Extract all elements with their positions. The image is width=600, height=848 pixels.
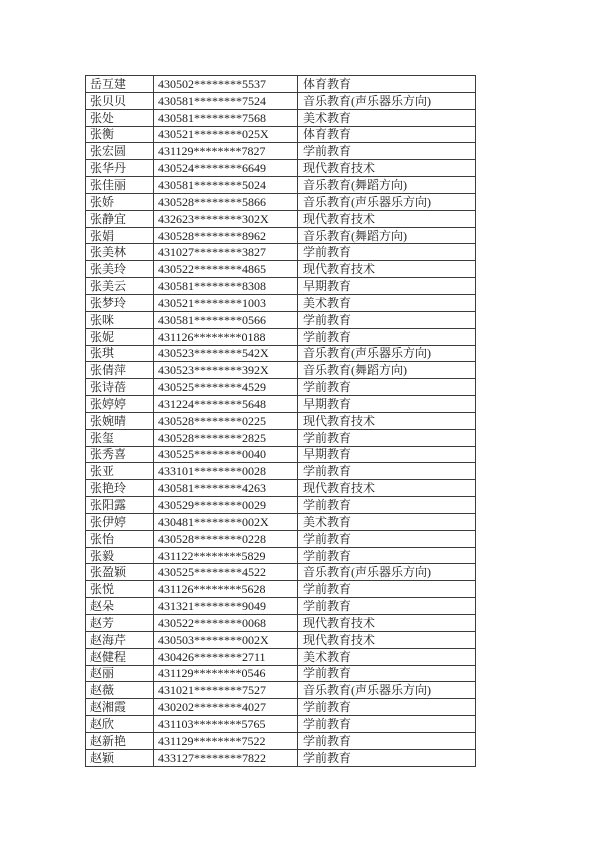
major-cell: 音乐教育(舞蹈方向) <box>298 177 476 194</box>
major-cell: 体育教育 <box>298 126 476 143</box>
table-row <box>86 615 476 632</box>
name-cell: 张倩萍 <box>86 362 154 379</box>
table-row <box>86 210 476 227</box>
major-cell: 音乐教育(舞蹈方向) <box>298 362 476 379</box>
major-cell: 现代教育技术 <box>298 631 476 648</box>
name-cell: 张佳丽 <box>86 177 154 194</box>
name-cell: 张悦 <box>86 581 154 598</box>
major-cell: 美术教育 <box>298 513 476 530</box>
table-row <box>86 547 476 564</box>
table-row <box>86 480 476 497</box>
id-cell: 430581********7524 <box>154 92 298 109</box>
id-cell: 430524********6649 <box>154 160 298 177</box>
table-row <box>86 716 476 733</box>
major-cell: 现代教育技术 <box>298 615 476 632</box>
major-cell: 学前教育 <box>298 311 476 328</box>
table-body <box>86 76 476 767</box>
id-cell: 430529********0029 <box>154 497 298 514</box>
table-row <box>86 261 476 278</box>
major-cell: 学前教育 <box>298 497 476 514</box>
id-cell: 431103********5765 <box>154 716 298 733</box>
id-cell: 430525********4529 <box>154 379 298 396</box>
major-cell: 学前教育 <box>298 379 476 396</box>
major-cell: 学前教育 <box>298 749 476 766</box>
id-cell: 430502********5537 <box>154 76 298 93</box>
table-row <box>86 682 476 699</box>
id-cell: 431027********3827 <box>154 244 298 261</box>
table-row <box>86 328 476 345</box>
table-row <box>86 412 476 429</box>
table-row <box>86 76 476 93</box>
name-cell: 张贝贝 <box>86 92 154 109</box>
name-cell: 岳互建 <box>86 76 154 93</box>
id-cell: 432623********302X <box>154 210 298 227</box>
major-cell: 学前教育 <box>298 463 476 480</box>
name-cell: 张娇 <box>86 193 154 210</box>
name-cell: 张阳露 <box>86 497 154 514</box>
id-cell: 430581********5024 <box>154 177 298 194</box>
name-cell: 张处 <box>86 109 154 126</box>
table-row <box>86 92 476 109</box>
major-cell: 学前教育 <box>298 143 476 160</box>
table-row <box>86 193 476 210</box>
major-cell: 音乐教育(声乐器乐方向) <box>298 564 476 581</box>
major-cell: 学前教育 <box>298 244 476 261</box>
id-cell: 430581********0566 <box>154 311 298 328</box>
id-cell: 430528********2825 <box>154 429 298 446</box>
id-cell: 430523********392X <box>154 362 298 379</box>
name-cell: 张艳玲 <box>86 480 154 497</box>
name-cell: 赵颖 <box>86 749 154 766</box>
table-row <box>86 699 476 716</box>
name-cell: 张娟 <box>86 227 154 244</box>
id-cell: 430522********4865 <box>154 261 298 278</box>
name-cell: 张伊婷 <box>86 513 154 530</box>
name-cell: 赵欣 <box>86 716 154 733</box>
table-row <box>86 311 476 328</box>
name-cell: 张婉晴 <box>86 412 154 429</box>
table-row <box>86 665 476 682</box>
table-row <box>86 345 476 362</box>
major-cell: 美术教育 <box>298 648 476 665</box>
name-cell: 张妮 <box>86 328 154 345</box>
major-cell: 学前教育 <box>298 716 476 733</box>
id-cell: 430581********8308 <box>154 278 298 295</box>
id-cell: 431021********7527 <box>154 682 298 699</box>
major-cell: 现代教育技术 <box>298 210 476 227</box>
id-cell: 431129********7522 <box>154 732 298 749</box>
name-cell: 张咪 <box>86 311 154 328</box>
table-row <box>86 143 476 160</box>
major-cell: 学前教育 <box>298 732 476 749</box>
table-row <box>86 581 476 598</box>
table-row <box>86 244 476 261</box>
major-cell: 早期教育 <box>298 278 476 295</box>
name-cell: 张玺 <box>86 429 154 446</box>
name-cell: 张美林 <box>86 244 154 261</box>
table-row <box>86 294 476 311</box>
id-cell: 433127********7822 <box>154 749 298 766</box>
table-row <box>86 497 476 514</box>
name-cell: 张毅 <box>86 547 154 564</box>
major-cell: 音乐教育(声乐器乐方向) <box>298 193 476 210</box>
major-cell: 学前教育 <box>298 429 476 446</box>
id-cell: 431321********9049 <box>154 598 298 615</box>
id-cell: 431129********0546 <box>154 665 298 682</box>
id-cell: 430426********2711 <box>154 648 298 665</box>
name-cell: 赵海芹 <box>86 631 154 648</box>
name-cell: 张怡 <box>86 530 154 547</box>
major-cell: 学前教育 <box>298 665 476 682</box>
major-cell: 早期教育 <box>298 396 476 413</box>
name-cell: 张宏圆 <box>86 143 154 160</box>
name-cell: 张美玲 <box>86 261 154 278</box>
table-row <box>86 631 476 648</box>
id-cell: 430525********4522 <box>154 564 298 581</box>
id-cell: 430202********4027 <box>154 699 298 716</box>
table-row <box>86 177 476 194</box>
name-cell: 赵健程 <box>86 648 154 665</box>
major-cell: 现代教育技术 <box>298 160 476 177</box>
major-cell: 学前教育 <box>298 328 476 345</box>
id-cell: 431224********5648 <box>154 396 298 413</box>
name-cell: 张美云 <box>86 278 154 295</box>
name-cell: 赵朵 <box>86 598 154 615</box>
id-cell: 430521********1003 <box>154 294 298 311</box>
major-cell: 学前教育 <box>298 598 476 615</box>
id-cell: 430528********5866 <box>154 193 298 210</box>
id-cell: 431129********7827 <box>154 143 298 160</box>
major-cell: 音乐教育(声乐器乐方向) <box>298 682 476 699</box>
id-cell: 433101********0028 <box>154 463 298 480</box>
id-cell: 430521********025X <box>154 126 298 143</box>
table-row <box>86 429 476 446</box>
table-row <box>86 227 476 244</box>
major-cell: 现代教育技术 <box>298 480 476 497</box>
student-roster-table <box>85 75 476 767</box>
table-row <box>86 463 476 480</box>
name-cell: 赵湘霞 <box>86 699 154 716</box>
name-cell: 张华丹 <box>86 160 154 177</box>
table-row <box>86 732 476 749</box>
name-cell: 张静宜 <box>86 210 154 227</box>
table-row <box>86 126 476 143</box>
table-row <box>86 396 476 413</box>
major-cell: 学前教育 <box>298 530 476 547</box>
id-cell: 430528********0228 <box>154 530 298 547</box>
name-cell: 赵新艳 <box>86 732 154 749</box>
id-cell: 430503********002X <box>154 631 298 648</box>
name-cell: 张琪 <box>86 345 154 362</box>
table-row <box>86 446 476 463</box>
name-cell: 赵芳 <box>86 615 154 632</box>
id-cell: 430528********0225 <box>154 412 298 429</box>
name-cell: 张婷婷 <box>86 396 154 413</box>
id-cell: 430581********4263 <box>154 480 298 497</box>
major-cell: 早期教育 <box>298 446 476 463</box>
id-cell: 431126********5628 <box>154 581 298 598</box>
table-row <box>86 379 476 396</box>
name-cell: 张梦玲 <box>86 294 154 311</box>
table-row <box>86 598 476 615</box>
major-cell: 学前教育 <box>298 547 476 564</box>
id-cell: 430481********002X <box>154 513 298 530</box>
major-cell: 现代教育技术 <box>298 261 476 278</box>
name-cell: 赵薇 <box>86 682 154 699</box>
name-cell: 张诗蓓 <box>86 379 154 396</box>
major-cell: 现代教育技术 <box>298 412 476 429</box>
major-cell: 音乐教育(声乐器乐方向) <box>298 92 476 109</box>
id-cell: 430528********8962 <box>154 227 298 244</box>
id-cell: 430525********0040 <box>154 446 298 463</box>
name-cell: 张衡 <box>86 126 154 143</box>
major-cell: 学前教育 <box>298 581 476 598</box>
table-row <box>86 362 476 379</box>
name-cell: 赵丽 <box>86 665 154 682</box>
table-row <box>86 749 476 766</box>
major-cell: 美术教育 <box>298 109 476 126</box>
major-cell: 学前教育 <box>298 699 476 716</box>
name-cell: 张盈颖 <box>86 564 154 581</box>
name-cell: 张秀喜 <box>86 446 154 463</box>
table-row <box>86 564 476 581</box>
id-cell: 430522********0068 <box>154 615 298 632</box>
major-cell: 音乐教育(声乐器乐方向) <box>298 345 476 362</box>
major-cell: 体育教育 <box>298 76 476 93</box>
major-cell: 美术教育 <box>298 294 476 311</box>
table-row <box>86 109 476 126</box>
major-cell: 音乐教育(舞蹈方向) <box>298 227 476 244</box>
name-cell: 张亚 <box>86 463 154 480</box>
table-row <box>86 530 476 547</box>
table-row <box>86 648 476 665</box>
table-row <box>86 278 476 295</box>
id-cell: 430523********542X <box>154 345 298 362</box>
id-cell: 431122********5829 <box>154 547 298 564</box>
table-row <box>86 513 476 530</box>
id-cell: 431126********0188 <box>154 328 298 345</box>
table-row <box>86 160 476 177</box>
id-cell: 430581********7568 <box>154 109 298 126</box>
